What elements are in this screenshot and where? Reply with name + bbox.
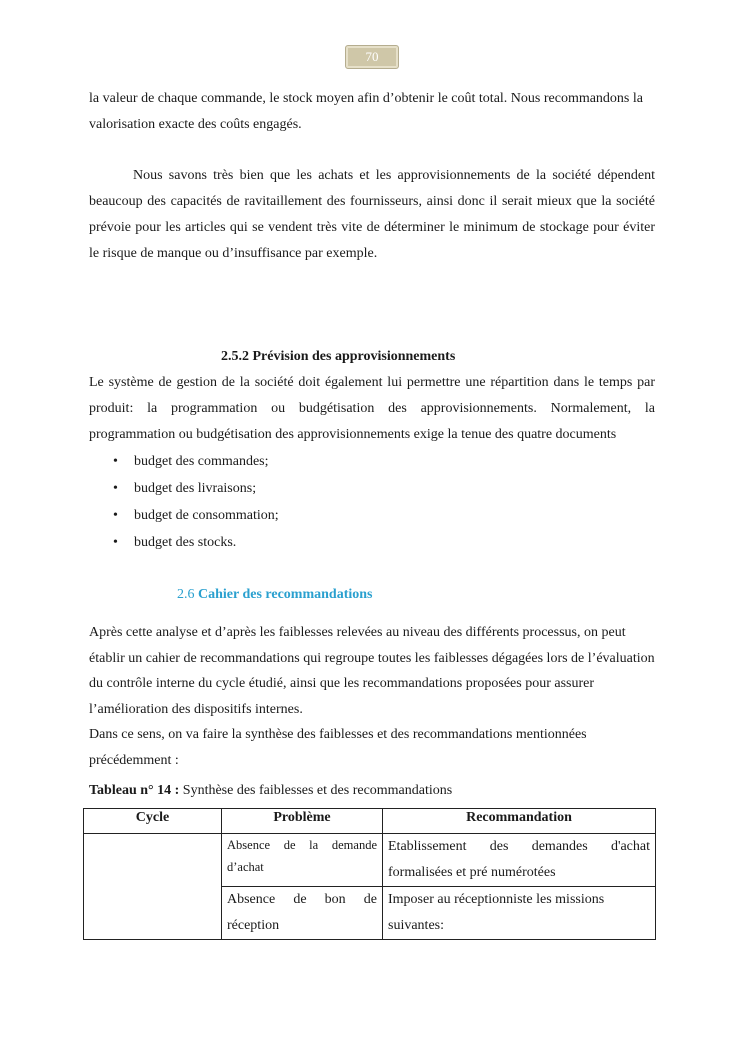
paragraph-fournisseurs: Nous savons très bien que les achats et les approvisionnements de la société dépendent beaucoup des capacités de ravitaillement des fournisseurs, ainsi donc il serait mieux que la société prévoie pour les articles qui se vendent très vite de déterminer le minimum de stockage pour éviter le risque de manque ou d’insuffisance par exemple.: [89, 168, 655, 261]
table-caption: [89, 780, 452, 802]
cell-recommandation: Imposer au réceptionniste les missions suivantes:: [383, 887, 656, 940]
paragraph-dans-ce-sens: Dans ce sens, on va faire la synthèse des faiblesses et des recommandations mentionnées précédemment :: [89, 727, 587, 768]
section-heading-prevision: 2.5.2 Prévision des approvisionnements: [221, 349, 456, 364]
cell-recommandation: Etablissement des demandes d'achat formalisées et pré numérotées: [383, 834, 656, 887]
bullet-icon: •: [113, 454, 118, 469]
table-row: [84, 834, 656, 887]
bullet-icon: •: [113, 481, 118, 496]
list-item: [89, 450, 279, 477]
section-heading-cahier: [177, 584, 372, 606]
cell-cycle: [84, 834, 222, 940]
paragraph-budgetisation: Le système de gestion de la société doit également lui permettre une répartition dans le temps par produit: la programmation ou budgétisation des approvisionnements. Normalement, la programmation ou budgétisation des approvisionnements exige la tenue des quatre documents: [89, 375, 655, 442]
list-item: [89, 504, 279, 531]
table-header-row: [84, 809, 656, 834]
header-cycle: Cycle: [84, 809, 222, 834]
bullet-icon: •: [113, 535, 118, 550]
section-title: Cahier des recommandations: [198, 587, 373, 602]
list-item-label: budget de consommation;: [134, 508, 279, 523]
cell-probleme: Absence de la demande d’achat: [222, 834, 383, 887]
paragraph-valorisation: la valeur de chaque commande, le stock moyen afin d’obtenir le coût total. Nous recommandons la valorisation exacte des coûts engagés.: [89, 91, 643, 132]
page-number-badge: 70: [345, 45, 399, 69]
bullet-icon: •: [113, 508, 118, 523]
recommendations-table: [83, 808, 656, 940]
list-item-label: budget des commandes;: [134, 454, 269, 469]
list-item: [89, 477, 279, 504]
paragraph-synthese: [89, 620, 655, 773]
paragraph-analyse: Après cette analyse et d’après les faiblesses relevées au niveau des différents processus, on peut établir un cahier de recommandations qui regroupe toutes les faiblesses dégagées lors de l’évaluation du contrôle interne du cycle étudié, ainsi que les recommandations proposées pour assurer l’amélioration des dispositifs internes.: [89, 625, 655, 717]
header-probleme: Problème: [222, 809, 383, 834]
section-number: 2.6: [177, 587, 195, 602]
header-recommandation: Recommandation: [383, 809, 656, 834]
table-caption-label: Tableau n° 14 :: [89, 783, 180, 798]
list-item: [89, 531, 279, 558]
budget-list: [89, 450, 279, 558]
table-caption-text: Synthèse des faiblesses et des recommandations: [182, 783, 453, 798]
cell-probleme: Absence de bon de réception: [222, 887, 383, 940]
list-item-label: budget des livraisons;: [134, 481, 257, 496]
list-item-label: budget des stocks.: [134, 535, 237, 550]
